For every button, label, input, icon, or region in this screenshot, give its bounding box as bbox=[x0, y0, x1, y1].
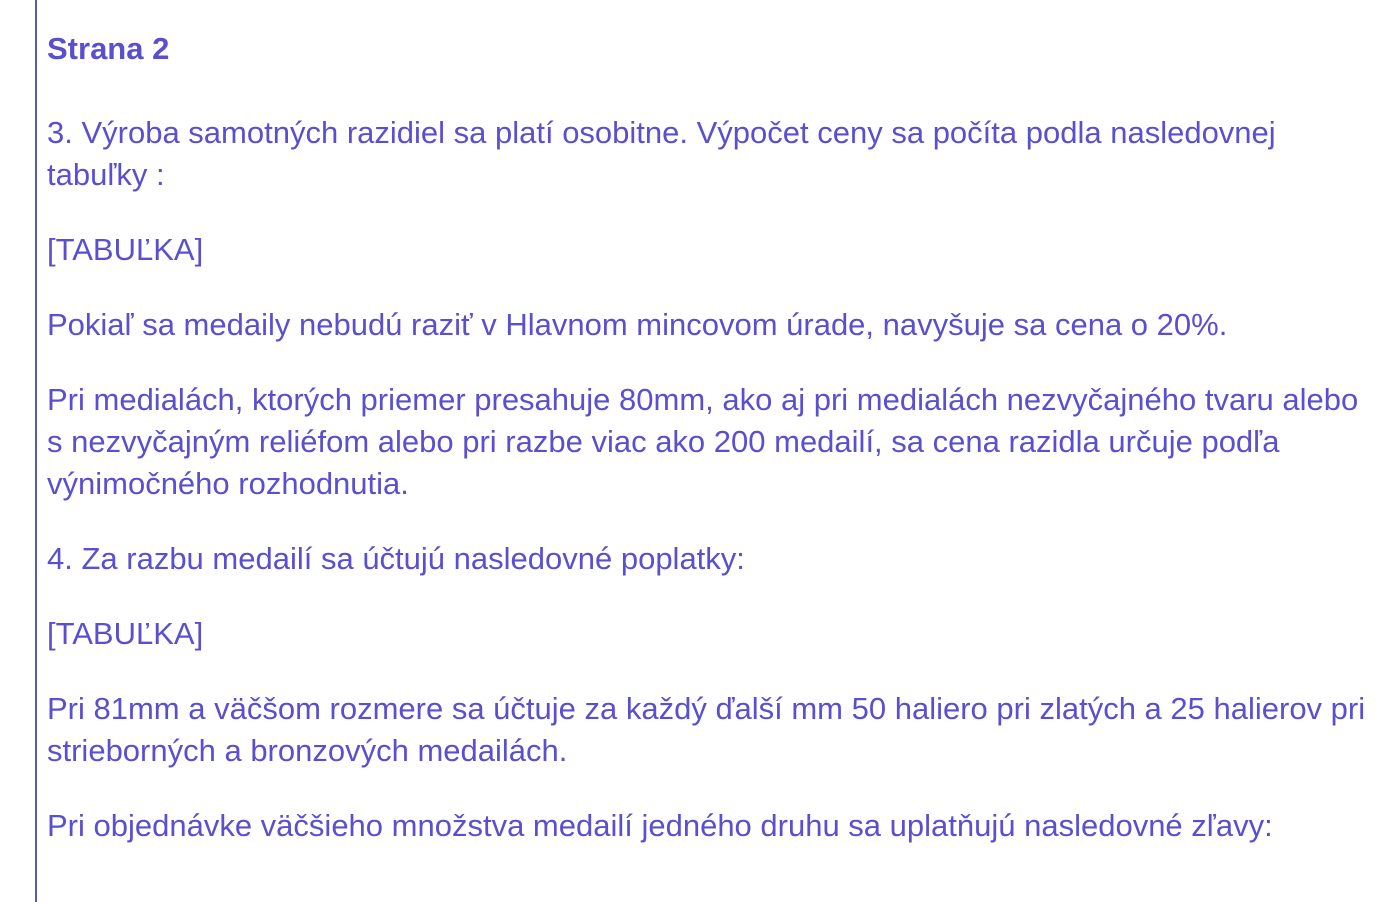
left-border-rule bbox=[35, 0, 37, 902]
table-placeholder-1: [TABUĽKA] bbox=[47, 232, 204, 267]
paragraph-exceptions: Pri medialách, ktorých priemer presahuje 80mm, ako aj pri medialách nezvyčajného tvaru alebo s nezvyčajným reliéfom alebo pri razbe viac ako 200 medailí, sa cena razidla určuje podľa výnimočného rozhodnutia. bbox=[47, 382, 1359, 501]
document-body bbox=[47, 28, 1377, 880]
page-heading: Strana 2 bbox=[47, 31, 170, 66]
table-placeholder-2: [TABUĽKA] bbox=[47, 616, 204, 651]
paragraph-surcharge: Pokiaľ sa medaily nebudú raziť v Hlavnom mincovom úrade, navyšuje sa cena o 20%. bbox=[47, 307, 1228, 342]
paragraph-size-fee: Pri 81mm a väčšom rozmere sa účtuje za každý ďalší mm 50 haliero pri zlatých a 25 halierov pri strieborných a bronzových medailách. bbox=[47, 691, 1366, 768]
paragraph-dies-pricing: 3. Výroba samotných razidiel sa platí osobitne. Výpočet ceny sa počíta podla nasledovnej tabuľky : bbox=[47, 115, 1276, 192]
paragraph-minting-fees: 4. Za razbu medailí sa účtujú nasledovné poplatky: bbox=[47, 541, 745, 576]
paragraph-discounts: Pri objednávke väčšieho množstva medailí jedného druhu sa uplatňujú nasledovné zľavy: bbox=[47, 808, 1273, 843]
